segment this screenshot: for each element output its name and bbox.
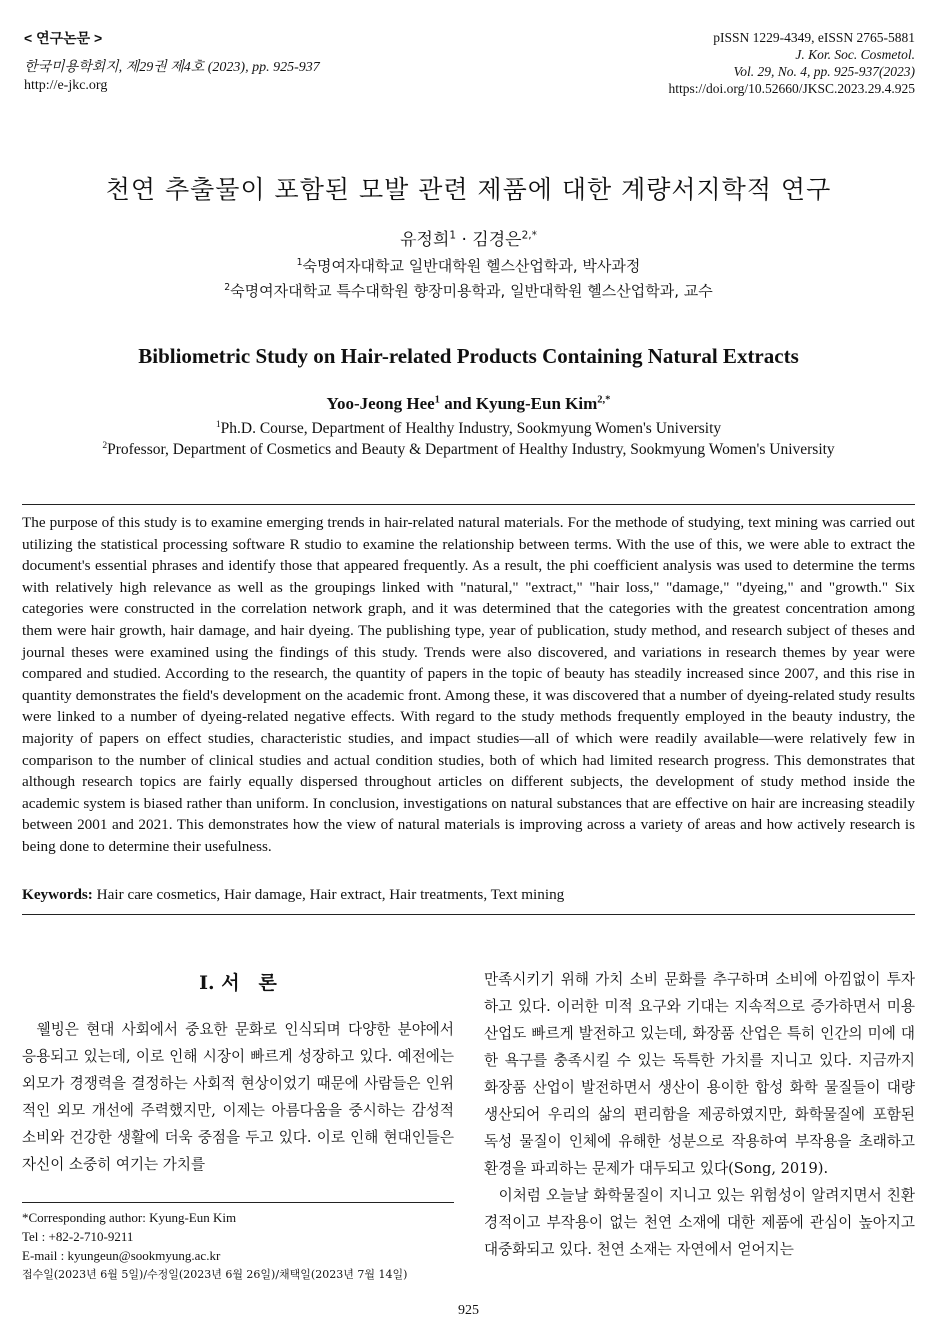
- abstract-top-rule: [22, 504, 915, 505]
- footnote-rule: [22, 1202, 454, 1203]
- issn: pISSN 1229-4349, eISSN 2765-5881: [713, 30, 915, 45]
- keywords-label: Keywords:: [22, 886, 93, 903]
- page-number: 925: [458, 1303, 479, 1318]
- english-author-2: Kyung-Eun Kim: [475, 394, 598, 413]
- body-left-paragraph: 웰빙은 현대 사회에서 중요한 문화로 인식되며 다양한 분야에서 응용되고 있는데, 이로 인해 시장이 빠르게 성장하고 있다. 예전에는 외모가 경쟁력을 결정하는 사회적 현상이었기 때문에 사람들은 인위적인 외모 개선에 주력했지만, 이제는 아름다움을 중시하는 감성적 소비와 건강한 생활에 더욱 중점을 두고 있다. 이로 인해 현대인들은 자신이 소중히 여기는 가치를: [22, 1021, 454, 1173]
- volume-info: Vol. 29, No. 4, pp. 925-937(2023): [733, 64, 915, 79]
- korean-author-1: 유정희: [400, 230, 450, 250]
- body-right-paragraph-2: 이처럼 오늘날 화학물질이 지니고 있는 위험성이 알려지면서 친환경적이고 부작용이 없는 천연 소재에 대한 제품에 관심이 높아지고 대중화되고 있다. 천연 소재는 자연에서 얻어지는: [484, 1187, 915, 1258]
- journal-site-link[interactable]: http://e-jkc.org: [24, 78, 108, 93]
- header-left: [24, 28, 320, 94]
- body-right-column: [484, 966, 915, 1263]
- corresponding-email[interactable]: E-mail : kyungeun@sookmyung.ac.kr: [22, 1248, 221, 1263]
- keywords-list: Hair care cosmetics, Hair damage, Hair extract, Hair treatments, Text mining: [92, 886, 565, 903]
- journal-abbrev: J. Kor. Soc. Cosmetol.: [795, 47, 915, 62]
- korean-title: 천연 추출물이 포함된 모발 관련 제품에 대한 계량서지학적 연구: [105, 175, 832, 204]
- category-tag: < 연구논문 >: [24, 30, 103, 46]
- english-affiliation-2: $^2$Professor, Department of Cosmetics and Beauty & Department of Healthy Industry, Sookmyung Women's University: [102, 439, 835, 458]
- submission-dates: 접수일(2023년 6월 5일)/수정일(2023년 6월 26일)/채택일(2023년 7월 14일): [22, 1268, 408, 1281]
- body-right-paragraph-1: 만족시키기 위해 가치 소비 문화를 추구하며 소비에 아낌없이 투자하고 있다. 이러한 미적 요구와 기대는 지속적으로 증가하면서 미용산업도 빠르게 발전하고 있는데, 화장품 산업은 특히 인간의 미에 대한 욕구를 충족시킬 수 있는 독특한 가치를 지니고 있다. 지금까지 화장품 산업이 발전하면서 생산이 용이한 합성 화학 물질들이 대량 생산되어 우리의 삶의 편리함을 제공하였지만, 화학물질에 포함된 독성 물질이 인체에 유해한 성분으로 작용하여 부작용을 초래하고 환경을 파괴하는 문제가 대두되고 있다(Song, 2019).: [484, 971, 915, 1177]
- english-affiliation-1: $^1$Ph.D. Course, Department of Healthy Industry, Sookmyung Women's University: [215, 418, 722, 437]
- korean-authors: 유정희$^1$ · 김경은$^{2,*}$: [400, 229, 537, 250]
- korean-affiliation-2: $^2$숙명여자대학교 특수대학원 향장미용학과, 일반대학원 헬스산업학과, 교수: [224, 282, 713, 300]
- abstract-bottom-rule: [22, 914, 915, 915]
- footnote: [22, 1208, 454, 1284]
- korean-author-2: 김경은: [472, 230, 522, 250]
- doi-link[interactable]: https://doi.org/10.52660/JKSC.2023.29.4.925: [668, 81, 915, 96]
- english-title: Bibliometric Study on Hair-related Products Containing Natural Extracts: [138, 344, 799, 368]
- header-right: [668, 29, 915, 97]
- corresponding-tel: Tel : +82-2-710-9211: [22, 1229, 134, 1244]
- english-authors: Yoo-Jeong Hee$^1$ and Kyung-Eun Kim$^{2,*}$: [326, 394, 611, 413]
- english-author-1: Yoo-Jeong Hee: [326, 394, 435, 413]
- abstract: The purpose of this study is to examine emerging trends in hair-related natural materials. For the methode of studying, text mining was carried out utilizing the statistical processing software R studio to examine the relationship between terms. With the use of this, we were able to extract the document's essential phrases and identify those that appeared frequently. As a result, the phi coefficient analysis was used to determine the terms with relatively high relevance as well as the groupings linked with "natural," "extract," "hair loss," "damage," "dyeing," and "growth." Six categories were constructed in the correlation network graph, and it was determined that the categories with the greatest concentration among them were hair growth, hair damage, and hair dyeing. The publishing type, year of publication, study method, and research subject of theses and journal theses were examined using the findings of this study. Trends were also discovered, and variations in research themes by year were compared and studied. According to the research, the quantity of papers in the topic of beauty has steadily increased since 2007, and this rise in quantity demonstrates the field's development on the academic front. Among these, it was discovered that a number of dyeing-related study results were linked to a number of dyeing-related negative effects. With regard to the study methods frequently employed in the beauty industry, the majority of papers on effect studies, characteristic studies, and impact studies—all of which were readily available—were relatively few in comparison to the number of clinical studies and actual condition studies, both of which had limited research progress. This demonstrates that although research topics are fairly equally dispersed throughout articles on different subjects, the development of study method inside the academic system is biased rather than uniform. In conclusion, investigations on natural substances that are effective on hair are increasing steadily between 2001 and 2021. This demonstrates how the view of natural materials is improving across a variety of areas and how actively research is being done to determine their usefulness.: [22, 514, 915, 855]
- journal-citation-ko: 한국미용학회지, 제29권 제4호 (2023), pp. 925-937: [24, 60, 320, 75]
- section-title-introduction: I. 서 론: [199, 972, 277, 994]
- keywords: [22, 886, 915, 904]
- corresponding-author: *Corresponding author: Kyung-Eun Kim: [22, 1210, 237, 1225]
- korean-affiliation-1: $^1$숙명여자대학교 일반대학원 헬스산업학과, 박사과정: [296, 257, 641, 275]
